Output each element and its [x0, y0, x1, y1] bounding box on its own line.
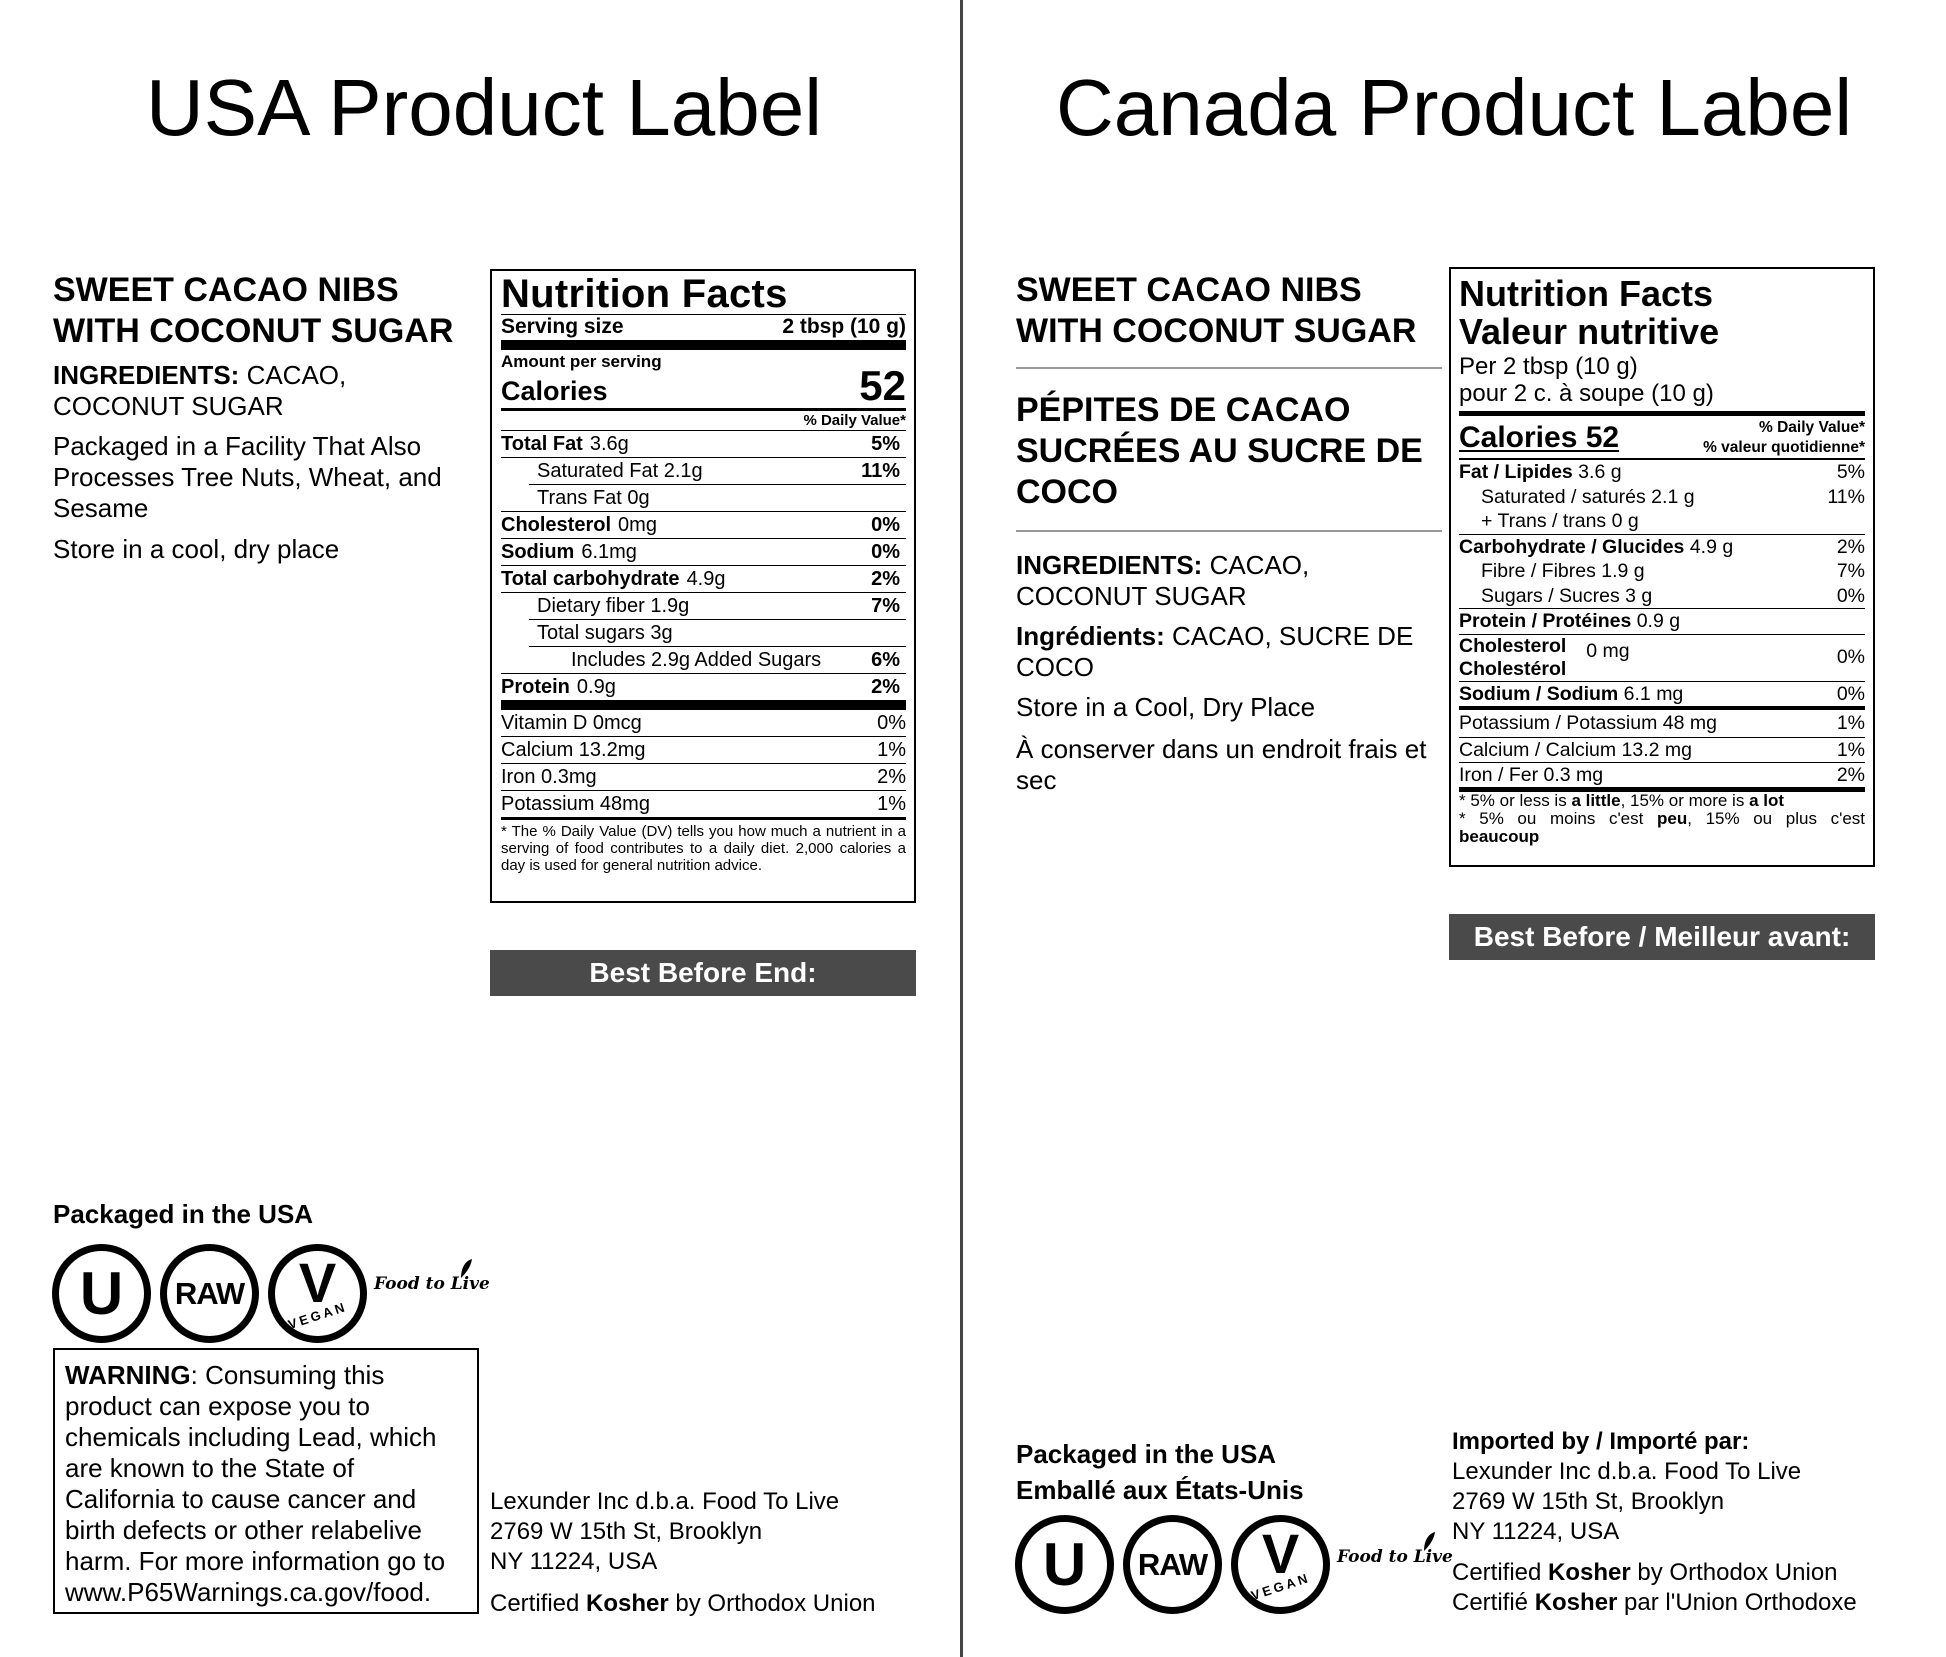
canada-importer-block: Imported by / Importé par: Lexunder Inc d.b.a. Food To Live 2769 W 15th St, Brooklyn NY 11224, USA Certified Kosher by Orthodox Union Certifié Kosher par l'Union Orthodoxe [1452, 1428, 1857, 1616]
canada-ingredients-block [1016, 550, 1456, 796]
cholesterol-row: Cholesterol 0mg 0% [501, 514, 900, 536]
per-serving-en: Per 2 tbsp (10 g) [1459, 353, 1638, 380]
dietary-fiber-row: Dietary fiber 1.9g 7% [537, 595, 900, 617]
usa-product-name: SWEET CACAO NIBS WITH COCONUT SUGAR [53, 271, 454, 350]
per-serving-fr: pour 2 c. à soupe (10 g) [1459, 380, 1714, 407]
canada-kosher-statement-fr: Certifié Kosher par l'Union Orthodoxe [1452, 1589, 1857, 1616]
usa-manufacturer-address: Lexunder Inc d.b.a. Food To Live 2769 W 15th St, Brooklyn NY 11224, USA Certified Kosher by Orthodox Union [490, 1488, 876, 1617]
usa-nutrition-facts [490, 269, 916, 903]
canada-packaged-in: Packaged in the USA Emballé aux États-Unis [1016, 1439, 1304, 1505]
usa-label-title: USA Product Label [146, 63, 822, 152]
canada-product-name-fr: PÉPITES DE CACAO SUCRÉES AU SUCRE DE COCO [1016, 391, 1423, 511]
amount-per-serving: Amount per serving [501, 352, 662, 371]
prop65-warning-box: WARNING: Consuming this product can expose you to chemicals including Lead, which are known to the State of California to cause cancer and birth defects or other relabelive harm. For more information go to www.P65Warnings.ca.gov/food. [53, 1348, 479, 1614]
protein-row: Protein / Protéines 0.9 g [1459, 610, 1681, 632]
canada-divider-2 [1016, 530, 1442, 532]
canada-product-info [1016, 270, 1446, 352]
canada-divider-1 [1016, 367, 1442, 369]
usa-kosher-statement: Certified Kosher by Orthodox Union [490, 1590, 876, 1617]
total-fat-row: Total Fat 3.6g 5% [501, 433, 900, 455]
fibre-row: Fibre / Fibres 1.9 g 7% [1481, 560, 1865, 582]
usa-packaged-in: Packaged in the USA [53, 1199, 314, 1229]
usa-storage: Store in a cool, dry place [53, 534, 340, 564]
sugars-row: Sugars / Sucres 3 g 0% [1481, 584, 1865, 607]
vegan-cert-icon: V VEGAN [1231, 1515, 1330, 1614]
nutrition-facts-title: Nutrition Facts [501, 272, 788, 316]
usa-best-before-bar: Best Before End: [490, 950, 916, 996]
canada-storage-en: Store in a Cool, Dry Place [1016, 692, 1316, 722]
iron-row: Iron 0.3mg 2% [501, 766, 906, 788]
saturated-fat-row: Saturated Fat 2.1g 11% [537, 460, 900, 482]
food-to-live-logo: Food to Live [1337, 1547, 1453, 1567]
canada-nutrition-facts [1449, 267, 1875, 867]
daily-value-footnote-en: * 5% or less is a little, 15% or more is a lot [1459, 791, 1785, 810]
calcium-row: Calcium 13.2mg 1% [501, 739, 906, 761]
canada-best-before-bar: Best Before / Meilleur avant: [1449, 914, 1875, 960]
carbohydrate-row: Carbohydrate / Glucides 4.9 g 2% [1459, 535, 1865, 558]
calories-row: Calories 52 % Daily Value* % valeur quotidienne* [1459, 419, 1865, 456]
daily-value-header: % Daily Value* [803, 412, 906, 429]
canada-ingredients-fr: Ingrédients: CACAO, SUCRE DE COCO [1016, 621, 1414, 682]
sodium-row: Sodium 6.1mg 0% [501, 541, 900, 563]
vegan-cert-icon: V VEGAN [268, 1244, 367, 1343]
raw-cert-icon: RAW [160, 1244, 259, 1343]
imported-by-label: Imported by / Importé par: [1452, 1428, 1750, 1455]
potassium-row: Potassium / Potassium 48 mg 1% [1459, 712, 1865, 734]
usa-ingredients: INGREDIENTS: CACAO, COCONUT SUGAR [53, 360, 347, 421]
nutrition-facts-title-en: Nutrition Facts [1459, 273, 1714, 314]
canada-kosher-statement-en: Certified Kosher by Orthodox Union [1452, 1559, 1838, 1586]
cholesterol-row: Cholesterol Cholestérol 0 mg 0% [1459, 634, 1865, 680]
serving-size: Serving size 2 tbsp (10 g) [501, 315, 906, 338]
trans-fat-row: Trans Fat 0g [537, 487, 650, 509]
canada-product-name-en: SWEET CACAO NIBS WITH COCONUT SUGAR [1016, 271, 1417, 350]
canada-label-title: Canada Product Label [1056, 63, 1853, 152]
calories-row: Calories 52 [501, 362, 906, 409]
raw-cert-icon: RAW [1123, 1515, 1222, 1614]
daily-value-footnote: * The % Daily Value (DV) tells you how much a nutrient in a serving of food contributes to a daily diet. 2,000 calories a day is used for general nutrition advice. [501, 823, 906, 874]
usa-allergen-statement: Packaged in a Facility That Also Processes Tree Nuts, Wheat, and Sesame [53, 431, 442, 523]
kosher-u-icon: U [52, 1244, 151, 1343]
sodium-row: Sodium / Sodium 6.1 mg 0% [1459, 682, 1865, 705]
potassium-row: Potassium 48mg 1% [501, 793, 906, 815]
total-sugars-row: Total sugars 3g [537, 622, 673, 644]
kosher-u-icon: U [1015, 1515, 1114, 1614]
canada-ingredients-en: INGREDIENTS: CACAO, COCONUT SUGAR [1016, 550, 1310, 611]
canada-storage-fr: À conserver dans un endroit frais et sec [1016, 734, 1427, 795]
daily-value-footnote-fr: * 5% ou moins c'est peu, 15% ou plus c'est beaucoup [1459, 809, 1865, 846]
leaf-icon [1422, 1531, 1436, 1553]
protein-row: Protein 0.9g 2% [501, 676, 900, 698]
vitamin-d-row: Vitamin D 0mcg 0% [501, 712, 906, 734]
added-sugars-row: Includes 2.9g Added Sugars 6% [571, 649, 900, 671]
usa-product-info [53, 270, 483, 565]
center-divider [960, 0, 963, 1657]
trans-row: + Trans / trans 0 g [1481, 510, 1639, 532]
food-to-live-logo: Food to Live [374, 1274, 490, 1294]
calcium-row: Calcium / Calcium 13.2 mg 1% [1459, 739, 1865, 761]
iron-row: Iron / Fer 0.3 mg 2% [1459, 764, 1865, 786]
total-carbohydrate-row: Total carbohydrate 4.9g 2% [501, 568, 900, 590]
leaf-icon [459, 1258, 473, 1280]
saturated-row: Saturated / saturés 2.1 g 11% [1481, 485, 1865, 508]
nutrition-facts-title-fr: Valeur nutritive [1459, 311, 1720, 352]
fat-row: Fat / Lipides 3.6 g 5% [1459, 461, 1865, 483]
